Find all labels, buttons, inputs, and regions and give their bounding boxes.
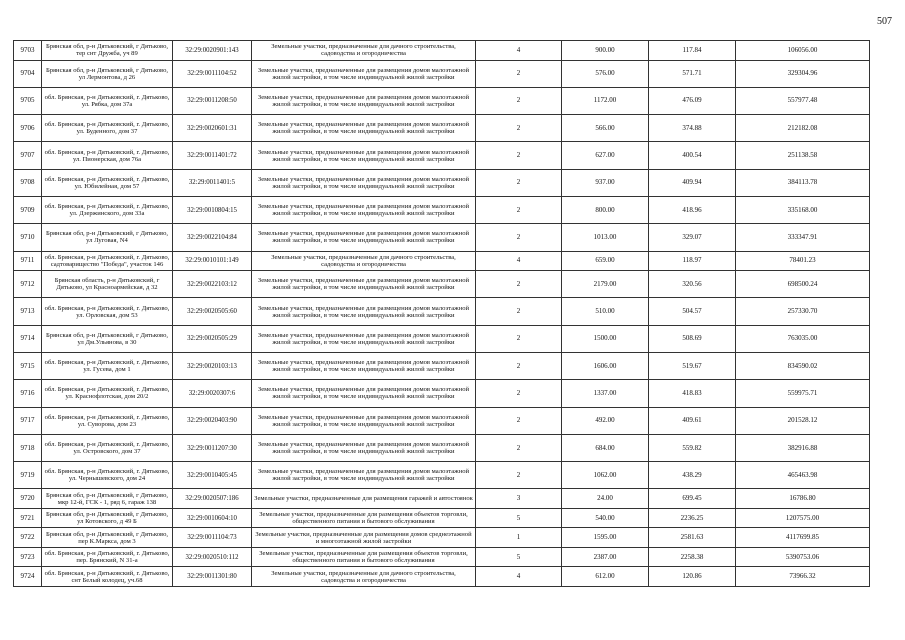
address-cell: Брянская обл, р-н Дятьковский, г Дятьково, мкр 12-й, ГСК - 1, ряд 6, гараж 138 bbox=[42, 489, 173, 509]
row-number: 9711 bbox=[14, 251, 42, 271]
cadastral-value-cell: 465463.98 bbox=[736, 462, 870, 489]
table-row bbox=[14, 251, 870, 271]
address-cell: обл. Брянская, р-н Дятьковский, г. Дятьково, снт Белый колодец, уч.68 bbox=[42, 567, 173, 587]
cadastral-number-cell: 32:29:0011401:72 bbox=[173, 142, 252, 169]
area-cell: 576.00 bbox=[562, 60, 649, 87]
specific-value-cell: 476.09 bbox=[649, 87, 736, 114]
table-row bbox=[14, 271, 870, 298]
cadastral-number-cell: 32:29:0020505:29 bbox=[173, 325, 252, 352]
specific-value-cell: 438.29 bbox=[649, 462, 736, 489]
cadastral-value-cell: 16786.80 bbox=[736, 489, 870, 509]
land-use-cell: Земельные участки, предназначенные для размещения домов малоэтажной жилой застройки, в том числе индивидуальной жилой застройки bbox=[252, 462, 476, 489]
cadastral-value-cell: 557977.48 bbox=[736, 87, 870, 114]
specific-value-cell: 118.97 bbox=[649, 251, 736, 271]
cadastral-number-cell: 32:29:0011104:73 bbox=[173, 528, 252, 548]
table-row bbox=[14, 325, 870, 352]
cadastral-number-cell: 32:29:0022104:84 bbox=[173, 224, 252, 251]
area-cell: 800.00 bbox=[562, 196, 649, 223]
area-cell: 510.00 bbox=[562, 298, 649, 325]
cadastral-number-cell: 32:29:0010804:15 bbox=[173, 196, 252, 223]
group-cell: 1 bbox=[476, 528, 562, 548]
specific-value-cell: 117.84 bbox=[649, 41, 736, 61]
area-cell: 566.00 bbox=[562, 115, 649, 142]
address-cell: обл. Брянская, р-н Дятьковский, г. Дятьково, ул. Юбилейная, дом 57 bbox=[42, 169, 173, 196]
land-use-cell: Земельные участки, предназначенные для размещения домов малоэтажной жилой застройки, в том числе индивидуальной жилой застройки bbox=[252, 271, 476, 298]
row-number: 9721 bbox=[14, 508, 42, 528]
land-use-cell: Земельные участки, предназначенные для размещения домов малоэтажной жилой застройки, в том числе индивидуальной жилой застройки bbox=[252, 87, 476, 114]
cadastral-number-cell: 32:29:0020307:6 bbox=[173, 380, 252, 407]
row-number: 9712 bbox=[14, 271, 42, 298]
land-use-cell: Земельные участки, предназначенные для размещения объектов торговли, общественного питания и бытового обслуживания bbox=[252, 547, 476, 567]
land-use-cell: Земельные участки, предназначенные для размещения домов малоэтажной жилой застройки, в том числе индивидуальной жилой застройки bbox=[252, 352, 476, 379]
row-number: 9704 bbox=[14, 60, 42, 87]
cadastral-number-cell: 32:29:0011207:30 bbox=[173, 434, 252, 461]
cadastral-value-cell: 1207575.00 bbox=[736, 508, 870, 528]
table-row bbox=[14, 41, 870, 61]
area-cell: 937.00 bbox=[562, 169, 649, 196]
land-use-cell: Земельные участки, предназначенные для размещения домов малоэтажной жилой застройки, в том числе индивидуальной жилой застройки bbox=[252, 142, 476, 169]
specific-value-cell: 508.69 bbox=[649, 325, 736, 352]
table-row bbox=[14, 567, 870, 587]
address-cell: Брянская обл, р-н Дятьковский, г Дятьково, ул Луговая, N4 bbox=[42, 224, 173, 251]
address-cell: обл. Брянская, р-н Дятьковский, г. Дятьково, ул. Дзержинского, дом 33а bbox=[42, 196, 173, 223]
land-use-cell: Земельные участки, предназначенные для размещения домов малоэтажной жилой застройки, в том числе индивидуальной жилой застройки bbox=[252, 224, 476, 251]
area-cell: 612.00 bbox=[562, 567, 649, 587]
address-cell: обл. Брянская, р-н Дятьковский, г. Дятьково, ул. Рябка, дом 37а bbox=[42, 87, 173, 114]
group-cell: 5 bbox=[476, 508, 562, 528]
address-cell: обл. Брянская, р-н Дятьковский, г. Дятьково, ул. Пионерская, дом 76а bbox=[42, 142, 173, 169]
cadastral-value-cell: 212182.08 bbox=[736, 115, 870, 142]
group-cell: 2 bbox=[476, 60, 562, 87]
cadastral-number-cell: 32:29:0011301:80 bbox=[173, 567, 252, 587]
address-cell: Брянская обл, р-н Дятьковский, г Дятьково, пер К.Маркса, дом 3 bbox=[42, 528, 173, 548]
area-cell: 1595.00 bbox=[562, 528, 649, 548]
area-cell: 627.00 bbox=[562, 142, 649, 169]
specific-value-cell: 409.61 bbox=[649, 407, 736, 434]
table-row bbox=[14, 142, 870, 169]
row-number: 9716 bbox=[14, 380, 42, 407]
cadastral-value-cell: 335168.00 bbox=[736, 196, 870, 223]
address-cell: обл. Брянская, р-н Дятьковский, г. Дятьково, ул. Буденного, дом 37 bbox=[42, 115, 173, 142]
row-number: 9720 bbox=[14, 489, 42, 509]
cadastral-number-cell: 32:29:0020505:60 bbox=[173, 298, 252, 325]
address-cell: обл. Брянская, р-н Дятьковский, г. Дятьково, ул. Орловская, дом 53 bbox=[42, 298, 173, 325]
group-cell: 2 bbox=[476, 87, 562, 114]
area-cell: 1172.00 bbox=[562, 87, 649, 114]
table-row bbox=[14, 489, 870, 509]
table-row bbox=[14, 115, 870, 142]
group-cell: 3 bbox=[476, 489, 562, 509]
table-row bbox=[14, 196, 870, 223]
land-use-cell: Земельные участки, предназначенные для размещения домов малоэтажной жилой застройки, в том числе индивидуальной жилой застройки bbox=[252, 196, 476, 223]
group-cell: 5 bbox=[476, 547, 562, 567]
group-cell: 2 bbox=[476, 325, 562, 352]
land-use-cell: Земельные участки, предназначенные для размещения домов малоэтажной жилой застройки, в том числе индивидуальной жилой застройки bbox=[252, 407, 476, 434]
specific-value-cell: 571.71 bbox=[649, 60, 736, 87]
specific-value-cell: 418.83 bbox=[649, 380, 736, 407]
area-cell: 24.00 bbox=[562, 489, 649, 509]
specific-value-cell: 519.67 bbox=[649, 352, 736, 379]
specific-value-cell: 2258.38 bbox=[649, 547, 736, 567]
group-cell: 2 bbox=[476, 196, 562, 223]
specific-value-cell: 374.88 bbox=[649, 115, 736, 142]
group-cell: 4 bbox=[476, 567, 562, 587]
cadastral-value-cell: 384113.78 bbox=[736, 169, 870, 196]
land-use-cell: Земельные участки, предназначенные для размещения домов малоэтажной жилой застройки, в том числе индивидуальной жилой застройки bbox=[252, 115, 476, 142]
land-use-cell: Земельные участки, предназначенные для размещения объектов торговли, общественного питания и бытового обслуживания bbox=[252, 508, 476, 528]
area-cell: 1500.00 bbox=[562, 325, 649, 352]
cadastral-value-cell: 106056.00 bbox=[736, 41, 870, 61]
land-use-cell: Земельные участки, предназначенные для размещения домов малоэтажной жилой застройки, в том числе индивидуальной жилой застройки bbox=[252, 298, 476, 325]
row-number: 9717 bbox=[14, 407, 42, 434]
specific-value-cell: 329.07 bbox=[649, 224, 736, 251]
area-cell: 1337.00 bbox=[562, 380, 649, 407]
group-cell: 2 bbox=[476, 169, 562, 196]
row-number: 9724 bbox=[14, 567, 42, 587]
row-number: 9705 bbox=[14, 87, 42, 114]
cadastral-number-cell: 32:29:0020403:90 bbox=[173, 407, 252, 434]
cadastral-value-cell: 257330.70 bbox=[736, 298, 870, 325]
group-cell: 4 bbox=[476, 41, 562, 61]
cadastral-value-cell: 333347.91 bbox=[736, 224, 870, 251]
cadastral-number-cell: 32:29:0020507:186 bbox=[173, 489, 252, 509]
row-number: 9714 bbox=[14, 325, 42, 352]
area-cell: 1606.00 bbox=[562, 352, 649, 379]
cadastral-value-cell: 834590.02 bbox=[736, 352, 870, 379]
page-number: 507 bbox=[877, 16, 892, 27]
specific-value-cell: 699.45 bbox=[649, 489, 736, 509]
table-row bbox=[14, 380, 870, 407]
row-number: 9723 bbox=[14, 547, 42, 567]
address-cell: Брянская область, р-н Дятьковский, г Дятьково, ул Красноармейская, д 32 bbox=[42, 271, 173, 298]
group-cell: 4 bbox=[476, 251, 562, 271]
cadastral-value-table bbox=[13, 40, 870, 587]
cadastral-number-cell: 32:29:0010101:149 bbox=[173, 251, 252, 271]
address-cell: обл. Брянская, р-н Дятьковский, г. Дятьково, ул. Чернышевского, дом 24 bbox=[42, 462, 173, 489]
land-use-cell: Земельные участки, предназначенные для размещения домов малоэтажной жилой застройки, в том числе индивидуальной жилой застройки bbox=[252, 380, 476, 407]
row-number: 9710 bbox=[14, 224, 42, 251]
address-cell: Брянская обл, р-н Дятьковский, г Дятьково, ул Лермонтова, д 26 bbox=[42, 60, 173, 87]
cadastral-value-cell: 329304.96 bbox=[736, 60, 870, 87]
land-use-cell: Земельные участки, предназначенные для дачного строительства, садоводства и огородничества bbox=[252, 251, 476, 271]
row-number: 9709 bbox=[14, 196, 42, 223]
area-cell: 2179.00 bbox=[562, 271, 649, 298]
address-cell: Брянская обл, р-н Дятьковский, г Дятьково, тер снт Дружба, уч 89 bbox=[42, 41, 173, 61]
specific-value-cell: 2236.25 bbox=[649, 508, 736, 528]
cadastral-number-cell: 32:29:0020601:31 bbox=[173, 115, 252, 142]
row-number: 9706 bbox=[14, 115, 42, 142]
table-row bbox=[14, 87, 870, 114]
table-row bbox=[14, 434, 870, 461]
cadastral-number-cell: 32:29:0020103:13 bbox=[173, 352, 252, 379]
address-cell: обл. Брянская, р-н Дятьковский, г. Дятьково, садтоварищество "Победа", участок 146 bbox=[42, 251, 173, 271]
land-use-cell: Земельные участки, предназначенные для размещения домов среднеэтажной и многоэтажной жилой застройки bbox=[252, 528, 476, 548]
area-cell: 2387.00 bbox=[562, 547, 649, 567]
specific-value-cell: 2581.63 bbox=[649, 528, 736, 548]
cadastral-value-cell: 559975.71 bbox=[736, 380, 870, 407]
cadastral-value-cell: 73966.32 bbox=[736, 567, 870, 587]
land-use-cell: Земельные участки, предназначенные для размещения домов малоэтажной жилой застройки, в том числе индивидуальной жилой застройки bbox=[252, 169, 476, 196]
group-cell: 2 bbox=[476, 224, 562, 251]
area-cell: 492.00 bbox=[562, 407, 649, 434]
specific-value-cell: 559.82 bbox=[649, 434, 736, 461]
land-use-cell: Земельные участки, предназначенные для размещения домов малоэтажной жилой застройки, в том числе индивидуальной жилой застройки bbox=[252, 325, 476, 352]
cadastral-number-cell: 32:29:0010604:10 bbox=[173, 508, 252, 528]
row-number: 9722 bbox=[14, 528, 42, 548]
cadastral-number-cell: 32:29:0011401:5 bbox=[173, 169, 252, 196]
cadastral-number-cell: 32:29:0011208:50 bbox=[173, 87, 252, 114]
table-row bbox=[14, 547, 870, 567]
address-cell: обл. Брянская, р-н Дятьковский, г. Дятьково, ул. Островского, дом 37 bbox=[42, 434, 173, 461]
cadastral-value-cell: 382916.88 bbox=[736, 434, 870, 461]
address-cell: обл. Брянская, р-н Дятьковский, г. Дятьково, пер. Брянский, N 31-а bbox=[42, 547, 173, 567]
row-number: 9715 bbox=[14, 352, 42, 379]
table-row bbox=[14, 462, 870, 489]
group-cell: 2 bbox=[476, 298, 562, 325]
group-cell: 2 bbox=[476, 115, 562, 142]
area-cell: 1013.00 bbox=[562, 224, 649, 251]
group-cell: 2 bbox=[476, 352, 562, 379]
table-row bbox=[14, 528, 870, 548]
cadastral-value-cell: 78401.23 bbox=[736, 251, 870, 271]
group-cell: 2 bbox=[476, 407, 562, 434]
row-number: 9708 bbox=[14, 169, 42, 196]
row-number: 9707 bbox=[14, 142, 42, 169]
group-cell: 2 bbox=[476, 462, 562, 489]
area-cell: 684.00 bbox=[562, 434, 649, 461]
group-cell: 2 bbox=[476, 142, 562, 169]
specific-value-cell: 418.96 bbox=[649, 196, 736, 223]
table-row bbox=[14, 352, 870, 379]
address-cell: обл. Брянская, р-н Дятьковский, г. Дятьково, ул. Суворова, дом 23 bbox=[42, 407, 173, 434]
address-cell: Брянская обл, р-н Дятьковский, г Дятьково, ул Дм.Ульянова, в 30 bbox=[42, 325, 173, 352]
area-cell: 540.00 bbox=[562, 508, 649, 528]
address-cell: Брянская обл, р-н Дятьковский, г Дятьково, ул Котовского, д 49 Б bbox=[42, 508, 173, 528]
specific-value-cell: 320.56 bbox=[649, 271, 736, 298]
cadastral-number-cell: 32:29:0011104:52 bbox=[173, 60, 252, 87]
table-body bbox=[14, 41, 870, 587]
address-cell: обл. Брянская, р-н Дятьковский, г. Дятьково, ул. Краснофлотская, дом 20/2 bbox=[42, 380, 173, 407]
cadastral-value-cell: 4117699.85 bbox=[736, 528, 870, 548]
area-cell: 659.00 bbox=[562, 251, 649, 271]
table-row bbox=[14, 298, 870, 325]
row-number: 9719 bbox=[14, 462, 42, 489]
row-number: 9718 bbox=[14, 434, 42, 461]
land-use-cell: Земельные участки, предназначенные для размещения домов малоэтажной жилой застройки, в том числе индивидуальной жилой застройки bbox=[252, 434, 476, 461]
area-cell: 900.00 bbox=[562, 41, 649, 61]
row-number: 9703 bbox=[14, 41, 42, 61]
cadastral-number-cell: 32:29:0020901:143 bbox=[173, 41, 252, 61]
land-use-cell: Земельные участки, предназначенные для дачного строительства, садоводства и огородничества bbox=[252, 41, 476, 61]
land-use-cell: Земельные участки, предназначенные для дачного строительства, садоводства и огородничества bbox=[252, 567, 476, 587]
land-use-cell: Земельные участки, предназначенные для размещения домов малоэтажной жилой застройки, в том числе индивидуальной жилой застройки bbox=[252, 60, 476, 87]
address-cell: обл. Брянская, р-н Дятьковский, г. Дятьково, ул. Гусева, дом 1 bbox=[42, 352, 173, 379]
area-cell: 1062.00 bbox=[562, 462, 649, 489]
specific-value-cell: 400.54 bbox=[649, 142, 736, 169]
group-cell: 2 bbox=[476, 271, 562, 298]
cadastral-number-cell: 32:29:0010405:45 bbox=[173, 462, 252, 489]
specific-value-cell: 504.57 bbox=[649, 298, 736, 325]
group-cell: 2 bbox=[476, 380, 562, 407]
cadastral-number-cell: 32:29:0022103:12 bbox=[173, 271, 252, 298]
cadastral-value-cell: 251138.58 bbox=[736, 142, 870, 169]
row-number: 9713 bbox=[14, 298, 42, 325]
table-row bbox=[14, 407, 870, 434]
specific-value-cell: 409.94 bbox=[649, 169, 736, 196]
group-cell: 2 bbox=[476, 434, 562, 461]
cadastral-value-cell: 5390753.06 bbox=[736, 547, 870, 567]
table-row bbox=[14, 224, 870, 251]
cadastral-value-cell: 201528.12 bbox=[736, 407, 870, 434]
table-row bbox=[14, 508, 870, 528]
cadastral-value-cell: 698500.24 bbox=[736, 271, 870, 298]
cadastral-number-cell: 32:29:0020510:112 bbox=[173, 547, 252, 567]
table-row bbox=[14, 60, 870, 87]
cadastral-value-cell: 763035.00 bbox=[736, 325, 870, 352]
specific-value-cell: 120.86 bbox=[649, 567, 736, 587]
table-row bbox=[14, 169, 870, 196]
land-use-cell: Земельные участки, предназначенные для размещения гаражей и автостоянок bbox=[252, 489, 476, 509]
